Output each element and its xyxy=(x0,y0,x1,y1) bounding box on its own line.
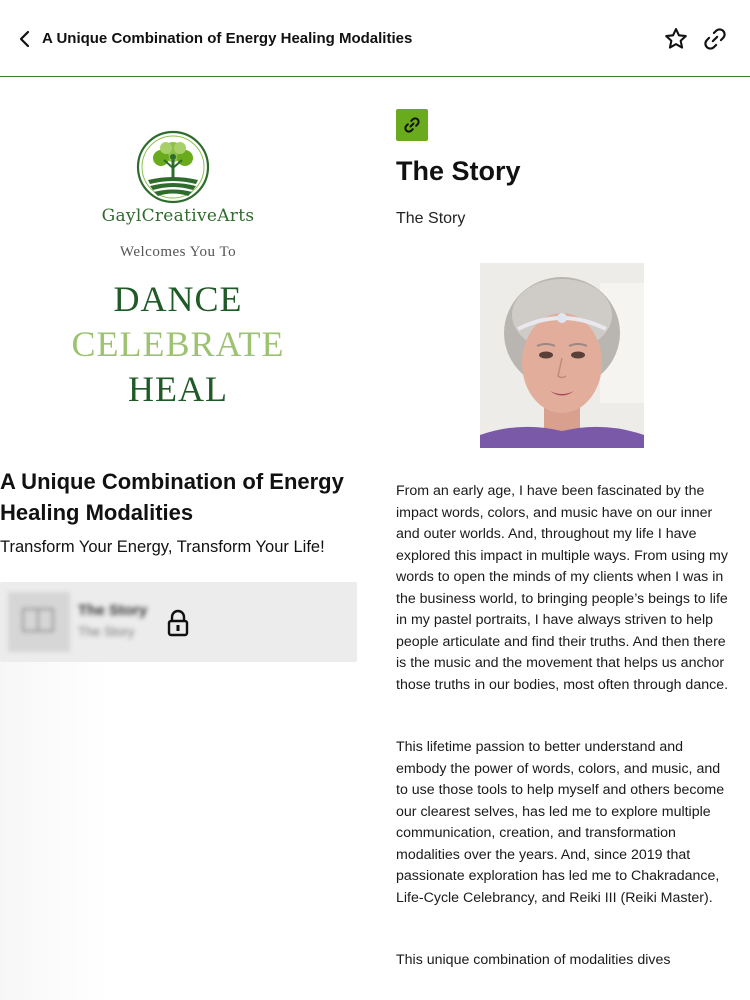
brand-word-1: Gayl xyxy=(101,206,142,226)
top-bar xyxy=(0,0,750,77)
lesson-link-badge[interactable] xyxy=(396,109,428,141)
story-paragraph-1: From an early age, I have been fascinated by the impact words, colors, and music have on our inner and outer worlds. And, throughout my life I have explored this impact in multiple ways. From using my words to open the minds of my clients when I was in the business world, to bringing people’s beings to life in my pastel portraits, I have always striven to help people articulate and find their truths. And then there is the music and the movement that helps us anchor those truths in our bodies, most often through dance. xyxy=(396,483,729,693)
link-icon xyxy=(403,116,421,134)
lock-icon xyxy=(166,609,190,637)
course-subtitle: Transform Your Energy, Transform Your Life! xyxy=(0,538,325,556)
logo-line-dance: DANCE xyxy=(113,279,243,319)
book-icon xyxy=(20,604,56,636)
back-button[interactable] xyxy=(14,27,36,51)
logo-line-heal: HEAL xyxy=(128,369,228,409)
story-paragraph-2: This lifetime passion to better understand and embody the power of words, colors, and music, and to use those tools to help myself and others become our clearest selves, has led me to explore multiple communication, creation, and transformation modalities over the years. And, since 2019 that passionate exploration has led me to Chakradance, Life-Cycle Celebrancy, and Reiki III (Reiki Master). xyxy=(396,739,725,906)
lesson-title: The Story xyxy=(78,602,148,619)
logo-line-celebrate: CELEBRATE xyxy=(71,324,285,364)
welcome-text: Welcomes You To xyxy=(119,244,237,260)
favorite-button[interactable] xyxy=(663,26,689,52)
author-portrait xyxy=(480,263,644,448)
copy-link-button[interactable] xyxy=(702,26,728,52)
tree-emblem-icon xyxy=(136,130,210,204)
story-subheading: The Story xyxy=(396,210,466,227)
story-paragraph-3: This unique combination of modalities dives xyxy=(396,952,671,968)
portrait-illustration xyxy=(480,263,644,448)
link-icon xyxy=(702,26,728,52)
star-icon xyxy=(663,26,689,52)
lesson-subtitle: The Story xyxy=(78,624,135,639)
brand-logo-graphic xyxy=(0,118,356,418)
sidebar-fade xyxy=(0,662,110,1000)
brand-word-3: Arts xyxy=(217,206,255,226)
chevron-left-icon xyxy=(14,27,36,51)
brand-word-2: Creative xyxy=(141,206,218,226)
locked-lesson-card[interactable] xyxy=(0,582,357,662)
brand-name xyxy=(0,206,356,226)
course-title: A Unique Combination of Energy Healing Modalities xyxy=(0,469,344,525)
header-title: A Unique Combination of Energy Healing Modalities xyxy=(42,30,413,47)
story-heading: The Story xyxy=(396,156,521,186)
